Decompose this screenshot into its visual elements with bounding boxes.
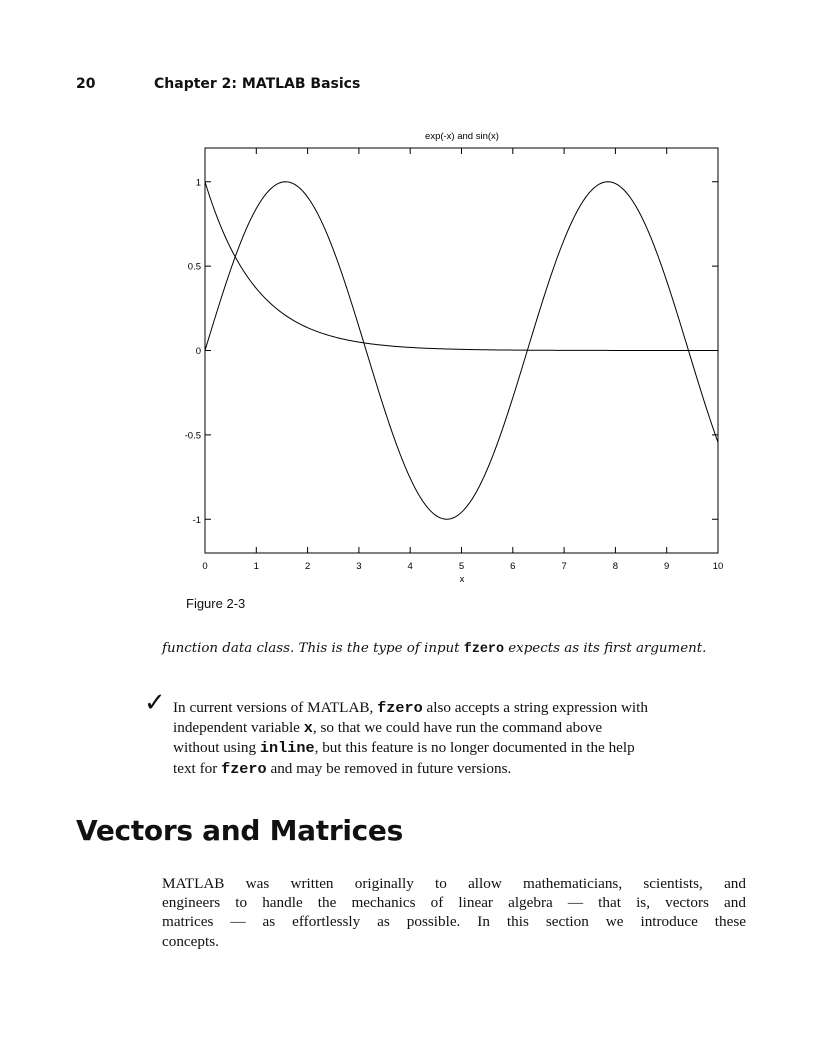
note-line: [173, 698, 748, 718]
chapter-title: Chapter 2: MATLAB Basics: [154, 76, 361, 92]
line-chart: [150, 118, 740, 588]
inline-code: inline: [259, 739, 315, 758]
checkmark-icon: ✓: [144, 688, 166, 718]
x-tick-label: 0: [202, 561, 208, 572]
series-line: [205, 182, 718, 351]
note-text: independent variable: [173, 719, 304, 737]
section-paragraph: [162, 874, 746, 951]
paragraph-text: expects as its first argument.: [503, 641, 707, 656]
series-layer: [205, 182, 718, 519]
page-number: 20: [76, 76, 96, 92]
x-tick-label: 8: [612, 561, 619, 572]
section-heading: Vectors and Matrices: [76, 814, 403, 847]
y-tick-label: 1: [195, 177, 201, 189]
paragraph-line: matrices — as effortlessly as possible. In this section we introduce these: [162, 913, 746, 931]
note-line: [173, 759, 748, 779]
x-tick-label: 3: [356, 561, 362, 572]
paragraph-line: MATLAB was written originally to allow mathematicians, scientists, and: [162, 875, 746, 892]
y-tick-label: -0.5: [184, 430, 201, 442]
y-tick-label: 0.5: [187, 261, 201, 273]
x-tick-label: 4: [407, 561, 413, 572]
x-tick-label: 7: [561, 561, 567, 572]
inline-code: x: [303, 719, 313, 738]
x-axis: [202, 148, 723, 572]
paragraph-line: concepts.: [162, 932, 219, 950]
paragraph-text: function data class. This is the type of input: [162, 641, 464, 656]
x-tick-label: 9: [664, 561, 670, 572]
inline-code: fzero: [377, 699, 423, 717]
inline-code: fzero: [221, 759, 267, 778]
note-text: without using: [173, 739, 260, 757]
x-tick-label: 5: [458, 561, 465, 572]
chart-title: exp(-x) and sin(x): [425, 131, 499, 142]
x-tick-label: 2: [304, 561, 311, 572]
note-text: and may be removed in future versions.: [266, 759, 512, 777]
note-text: , so that we could have run the command above: [312, 719, 603, 737]
note-text: text for: [173, 759, 222, 777]
x-tick-label: 6: [510, 561, 516, 572]
y-axis: [185, 177, 718, 526]
note-text: In current versions of MATLAB,: [173, 699, 378, 716]
x-tick-label: 10: [712, 561, 724, 572]
paragraph-continued: [162, 639, 722, 659]
note-line: [173, 738, 748, 758]
x-axis-label: x: [459, 574, 465, 585]
y-tick-label: -1: [192, 514, 201, 526]
note-text: , but this feature is no longer documented in the help: [314, 739, 635, 757]
paragraph-line: engineers to handle the mechanics of linear algebra — that is, vectors and: [162, 894, 746, 912]
figure-caption: Figure 2-3: [186, 596, 246, 611]
y-tick-label: 0: [195, 346, 201, 357]
note-line: [173, 718, 748, 738]
inline-code: fzero: [463, 642, 504, 657]
note-paragraph: [173, 698, 748, 779]
x-tick-label: 1: [253, 561, 259, 572]
note-text: also accepts a string expression with: [422, 699, 648, 716]
